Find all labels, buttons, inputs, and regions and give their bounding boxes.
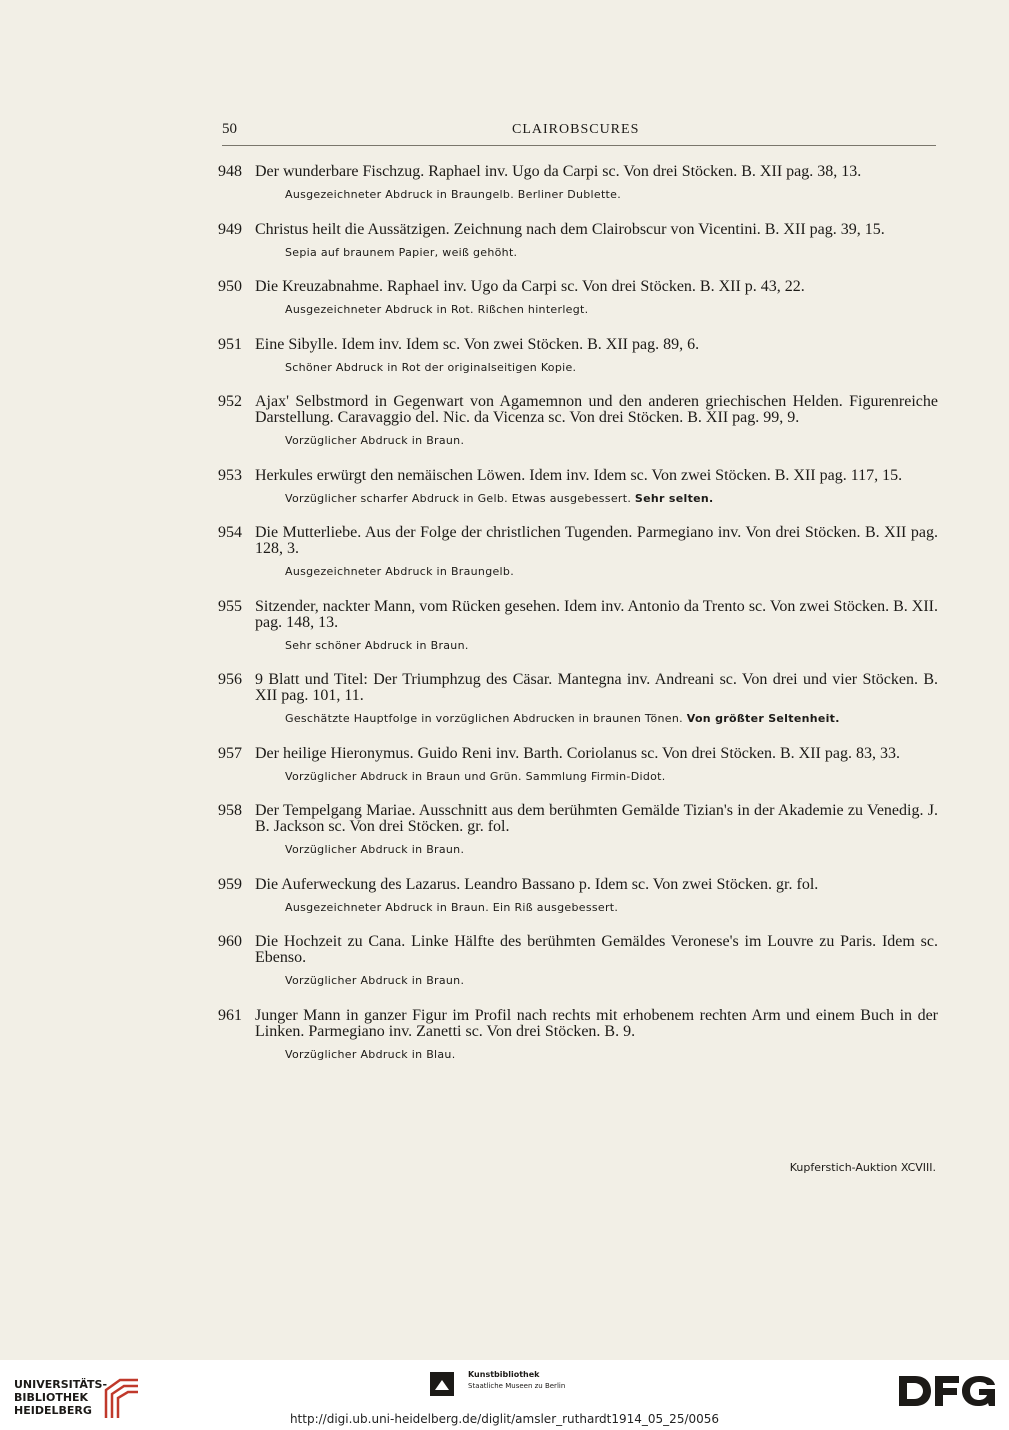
entry-text: Die Mutterliebe. Aus der Folge der christlichen Tugenden. Parmegiano inv. Von drei Stöcken. B. XII pag. 128, 3. [255,524,938,557]
entry-note-emphasis: Sehr selten. [634,491,714,505]
entry-note [285,565,938,579]
entry-text: Herkules erwürgt den nemäischen Löwen. Idem inv. Idem sc. Von zwei Stöcken. B. XII pag. 117, 15. [255,466,903,484]
header-rule [222,145,936,146]
entry-number: 950 [218,278,242,295]
dfg-logo[interactable] [897,1374,997,1408]
entry-number: 954 [218,524,242,541]
catalog-entry [218,877,938,915]
kunstbibliothek-subtitle: Staatliche Museen zu Berlin [468,1382,566,1390]
entry-number: 959 [218,875,242,893]
entry-note [285,843,938,857]
digitization-bar [0,1360,1009,1430]
entry-number: 955 [218,597,242,615]
entry-number: 953 [218,466,242,484]
entry-text: Junger Mann in ganzer Figur im Profil nach rechts mit erhobenem rechten Arm und einem Buch in der Linken. Parmegiano inv. Zanetti sc. Von drei Stöcken. B. 9. [255,1006,938,1040]
entry-text: Der wunderbare Fischzug. Raphael inv. Ugo da Carpi sc. Von drei Stöcken. B. XII pag. 38, 13. [255,163,862,180]
entry-note-text: Schöner Abdruck in Rot der originalseitigen Kopie. [285,360,577,374]
logo-line: HEIDELBERG [14,1404,92,1417]
entry-note-text: Sehr schöner Abdruck in Braun. [285,638,469,652]
catalog-entries [218,164,938,1081]
entry-note [285,901,938,915]
section-title: CLAIROBSCURES [512,122,640,137]
entry-number: 958 [218,802,242,819]
entry-number: 961 [218,1006,242,1024]
entry-note-text: Geschätzte Hauptfolge in vorzüglichen Abdrucken in braunen Tönen. [285,712,683,725]
entry-note-text: Vorzüglicher scharfer Abdruck in Gelb. Etwas ausgebessert. [285,491,632,505]
entry-note-text: Vorzüglicher Abdruck in Braun. [285,843,465,856]
entry-note [285,188,938,202]
auction-footer: Kupferstich-Auktion XCVIII. [789,1161,936,1174]
entry-note-emphasis: Von größter Seltenheit. [686,712,840,725]
entry-note [285,492,938,506]
entry-note-text: Ausgezeichneter Abdruck in Rot. Rißchen hinterlegt. [285,303,589,316]
logo-line: BIBLIOTHEK [14,1391,89,1404]
catalog-entry [218,394,938,448]
catalog-entry [218,222,938,260]
entry-note [285,1048,938,1062]
entry-note [285,974,938,988]
catalog-entry [218,279,938,317]
entry-number: 951 [218,335,242,353]
catalog-entry [218,1008,938,1062]
catalog-entry [218,164,938,202]
catalog-entry [218,599,938,653]
entry-note-text: Ausgezeichneter Abdruck in Braungelb. Berliner Dublette. [285,188,622,201]
kunstbibliothek-title: Kunstbibliothek [468,1370,540,1379]
entry-note [285,434,938,448]
entry-note [285,770,938,784]
entry-note-text: Vorzüglicher Abdruck in Braun und Grün. Sammlung Firmin-Didot. [285,769,666,783]
entry-note [285,361,938,375]
page-header [222,121,936,147]
entry-text: Die Hochzeit zu Cana. Linke Hälfte des berühmten Gemäldes Veronese's im Louvre zu Paris. Idem sc. Ebenso. [255,933,938,966]
entry-number: 957 [218,744,242,762]
entry-text: Sitzender, nackter Mann, vom Rücken gesehen. Idem inv. Antonio da Trento sc. Von zwei Stöcken. B. XII. pag. 148, 13. [255,597,938,631]
entry-number: 949 [218,220,242,238]
entry-text: Eine Sibylle. Idem inv. Idem sc. Von zwei Stöcken. B. XII pag. 89, 6. [255,335,700,353]
logo-line: UNIVERSITÄTS- [14,1378,108,1391]
entry-note-text: Vorzüglicher Abdruck in Blau. [285,1047,456,1061]
entry-note [285,303,938,317]
entry-note-text: Vorzüglicher Abdruck in Braun. [285,434,465,447]
entry-text: Der heilige Hieronymus. Guido Reni inv. Barth. Coriolanus sc. Von drei Stöcken. B. XII pag. 83, 33. [255,744,900,762]
catalog-entry [218,672,938,726]
entry-text: Ajax' Selbstmord in Gegenwart von Agamemnon und den anderen griechischen Helden. Figurenreiche Darstellung. Caravaggio del. Nic. da Vicenza sc. Von drei Stöcken. B. XII pag. 99, 9. [255,393,938,426]
catalog-entry [218,337,938,375]
kunstbibliothek-logo[interactable] [430,1370,610,1406]
entry-note [285,712,938,726]
entry-note-text: Ausgezeichneter Abdruck in Braun. Ein Riß ausgebessert. [285,900,619,914]
entry-text: 9 Blatt und Titel: Der Triumphzug des Cäsar. Mantegna inv. Andreani sc. Von drei und vier Stöcken. B. XII pag. 101, 11. [255,671,938,704]
entry-note-text: Ausgezeichneter Abdruck in Braungelb. [285,565,514,578]
catalog-entry [218,525,938,579]
page-number: 50 [222,121,237,137]
entry-note [285,246,938,260]
entry-text: Christus heilt die Aussätzigen. Zeichnung nach dem Clairobscur von Vicentini. B. XII pag. 39, 15. [255,220,885,238]
entry-text: Der Tempelgang Mariae. Ausschnitt aus dem berühmten Gemälde Tizian's in der Akademie zu Venedig. J. B. Jackson sc. Von drei Stöcken. gr. fol. [255,802,938,835]
catalog-entry [218,803,938,857]
entry-note [285,639,938,653]
entry-note-text: Sepia auf braunem Papier, weiß gehöht. [285,245,518,259]
kunstbibliothek-icon [430,1372,454,1396]
entry-number: 960 [218,933,242,950]
entry-number: 948 [218,163,242,180]
entry-text: Die Kreuzabnahme. Raphael inv. Ugo da Carpi sc. Von drei Stöcken. B. XII p. 43, 22. [255,278,805,295]
entry-number: 952 [218,393,242,410]
source-url[interactable]: http://digi.ub.uni-heidelberg.de/diglit/amsler_ruthardt1914_05_25/0056 [289,1412,720,1426]
entry-number: 956 [218,671,242,688]
catalog-entry [218,934,938,988]
catalog-entry [218,746,938,784]
entry-note-text: Vorzüglicher Abdruck in Braun. [285,974,465,987]
entry-text: Die Auferweckung des Lazarus. Leandro Bassano p. Idem sc. Von zwei Stöcken. gr. fol. [255,875,819,893]
catalog-entry [218,468,938,506]
